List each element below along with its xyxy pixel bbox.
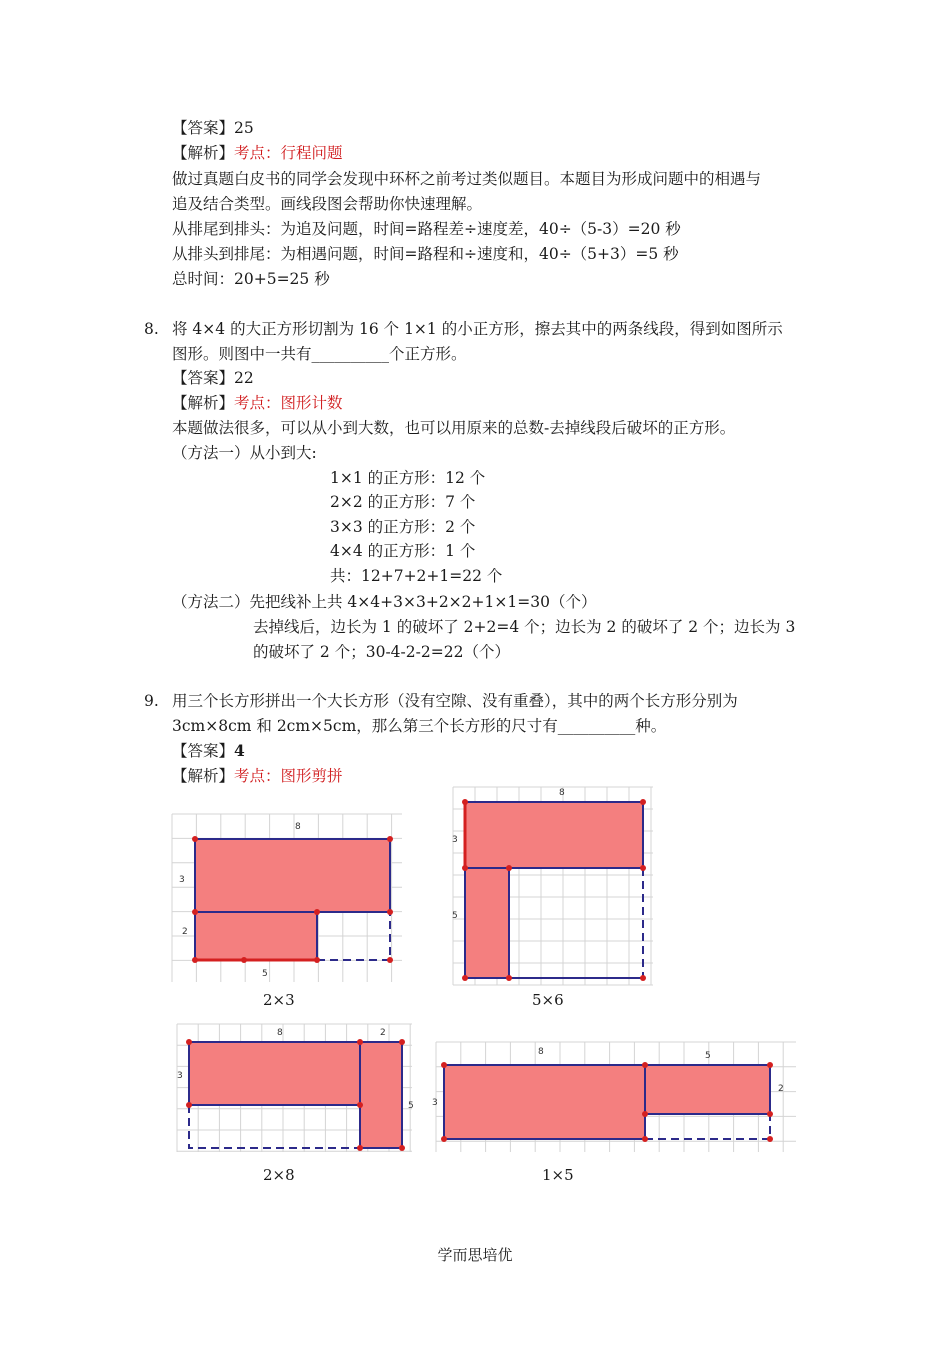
figure-2x8 — [172, 1022, 422, 1157]
dashed-third-rect — [645, 1114, 770, 1139]
page-footer: 学而思培优 — [437, 1246, 513, 1264]
fig1-label-bottom: 5 — [262, 969, 268, 979]
q8-line2: 图形。则图中一共有__________个正方形。 — [172, 345, 467, 363]
q8-m2-line1: 去掉线后，边长为 1 的破坏了 2+2=4 个；边长为 2 的破坏了 2 个；边长为 3 — [253, 618, 796, 636]
q8-line3: 本题做法很多，可以从小到大数，也可以用原来的总数-去掉线段后破坏的正方形。 — [172, 419, 736, 437]
fig1-caption: 2×3 — [263, 991, 295, 1009]
q7-line4: 从排头到排尾：为相遇问题，时间=路程和÷速度和，40÷（5+3）=5 秒 — [172, 245, 679, 263]
q9-answer — [172, 740, 245, 762]
fig4-label-top-left: 8 — [538, 1047, 544, 1057]
fig3-label-right: 5 — [408, 1101, 414, 1111]
q8-m1-line3: 3×3 的正方形：2 个 — [330, 518, 476, 536]
q7-line2: 追及结合类型。画线段图会帮助你快速理解。 — [172, 195, 483, 213]
fig3-label-left: 3 — [177, 1071, 183, 1081]
figure-1x5 — [428, 1040, 800, 1155]
rect-2x5 — [195, 912, 317, 960]
fig2-label-top: 8 — [559, 788, 565, 798]
figure-5x6 — [445, 787, 665, 987]
q8-m1-line1: 1×1 的正方形：12 个 — [330, 469, 486, 487]
q8-number: 8. — [144, 320, 159, 338]
analysis-label: 【解析】 — [172, 394, 235, 412]
analysis-label: 【解析】 — [172, 144, 235, 162]
fig3-label-top-right: 2 — [380, 1028, 386, 1038]
analysis-label: 【解析】 — [172, 767, 235, 785]
figure-2x3 — [170, 810, 410, 990]
q8-m1-line4: 4×4 的正方形：1 个 — [330, 542, 476, 560]
fig4-caption: 1×5 — [542, 1166, 574, 1184]
analysis-point: 考点：行程问题 — [234, 144, 343, 162]
q8-m1-line2: 2×2 的正方形：7 个 — [330, 493, 476, 511]
analysis-point: 考点：图形剪拼 — [234, 767, 343, 785]
rect-3x8 — [465, 802, 643, 868]
q7-line5: 总时间：20+5=25 秒 — [172, 270, 330, 288]
fig4-label-left: 3 — [432, 1098, 438, 1108]
rect-3x8 — [444, 1065, 645, 1139]
rect-2x5 — [465, 868, 509, 978]
fig1-label-top: 8 — [295, 822, 301, 832]
rect-2x5 — [360, 1042, 402, 1148]
fig1-label-left-bottom: 2 — [182, 927, 188, 937]
q7-analysis — [172, 142, 343, 164]
fig4-label-right: 2 — [778, 1084, 784, 1094]
answer-label: 【答案】 — [172, 742, 235, 760]
fig3-caption: 2×8 — [263, 1166, 295, 1184]
q9-line2: 3cm×8cm 和 2cm×5cm，那么第三个长方形的尺寸有__________种。 — [172, 717, 667, 735]
q9-number: 9. — [144, 692, 159, 710]
q8-m2-line2: 的破坏了 2 个；30-4-2-2=22（个） — [253, 643, 510, 661]
answer-value: 4 — [234, 741, 245, 760]
q8-answer: 【答案】22 — [172, 369, 254, 387]
q8-method2: （方法二）先把线补上共 4×4+3×3+2×2+1×1=30（个） — [172, 593, 597, 611]
rect-2x5 — [645, 1065, 770, 1114]
q8-m1-line5: 共：12+7+2+1=22 个 — [330, 567, 503, 585]
fig2-label-left-top: 3 — [452, 835, 458, 845]
q8-line1: 将 4×4 的大正方形切割为 16 个 1×1 的小正方形，擦去其中的两条线段，得到如图所示 — [172, 320, 783, 338]
fig2-caption: 5×6 — [532, 991, 564, 1009]
rect-3x8 — [195, 839, 390, 912]
fig3-label-top: 8 — [277, 1028, 283, 1038]
q9-line1: 用三个长方形拼出一个大长方形（没有空隙、没有重叠），其中的两个长方形分别为 — [172, 692, 738, 710]
rect-3x8 — [189, 1042, 360, 1105]
q7-line1: 做过真题白皮书的同学会发现中环杯之前考过类似题目。本题目为形成问题中的相遇与 — [172, 170, 762, 188]
fig1-label-left-top: 3 — [179, 875, 185, 885]
q8-method1: （方法一）从小到大: — [172, 444, 317, 462]
fig4-label-top-right: 5 — [705, 1051, 711, 1061]
q8-analysis — [172, 392, 343, 414]
q7-answer: 【答案】25 — [172, 119, 254, 137]
dashed-third-rect — [189, 1105, 360, 1148]
analysis-point: 考点：图形计数 — [234, 394, 343, 412]
q9-analysis — [172, 765, 343, 787]
q7-line3: 从排尾到排头：为追及问题，时间=路程差÷速度差，40÷（5-3）=20 秒 — [172, 220, 681, 238]
fig2-label-left-bottom: 5 — [452, 911, 458, 921]
